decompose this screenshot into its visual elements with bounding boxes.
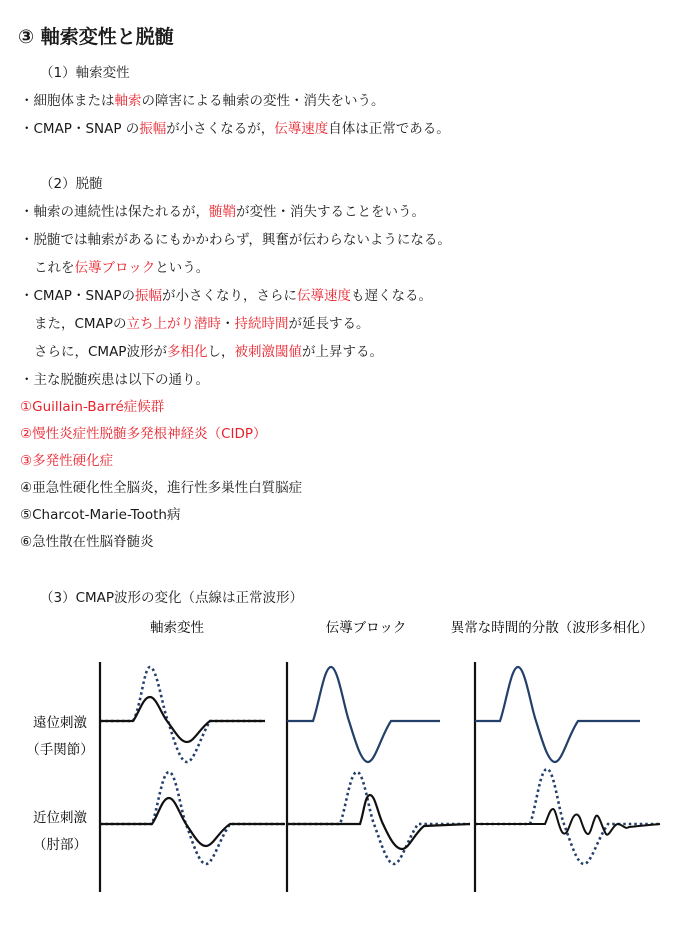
- text-line: [20, 203, 425, 221]
- text-segment: ・脱髄では軸索があるにもかかわらず，興奮が伝わらないようになる。: [20, 232, 451, 248]
- section-2-heading: （2）脱髄: [40, 176, 103, 192]
- highlighted-term: 被刺激閾値: [234, 344, 302, 360]
- text-segment: ・CMAP・SNAPの: [20, 288, 135, 304]
- text-segment: ・主な脱髄疾患は以下の通り。: [20, 372, 209, 388]
- highlighted-term: 伝導速度: [274, 121, 329, 137]
- normal-waveform-axonal-proximal: [100, 772, 285, 864]
- text-segment: という。: [155, 260, 210, 276]
- text-segment: ⑥急性散在性脳脊髄炎: [20, 534, 154, 550]
- text-line: [34, 259, 209, 277]
- highlighted-term: ①Guillain-Barré症候群: [20, 399, 165, 415]
- text-segment: も遅くなる。: [351, 288, 432, 304]
- highlighted-term: 伝導ブロック: [74, 260, 156, 276]
- highlighted-term: 髄鞘: [209, 204, 236, 220]
- highlighted-term: 多相化: [166, 344, 208, 360]
- text-segment: が上昇する。: [301, 344, 383, 360]
- disease-item: [20, 506, 180, 524]
- text-segment: が小さくなるが，: [166, 121, 275, 137]
- column-header-temporal-dispersion: 異常な時間的分散（波形多相化）: [450, 620, 654, 636]
- cmap-waveform-figure: [0, 612, 700, 912]
- row-label-distal-site: （手関節）: [26, 742, 94, 758]
- disease-item: [20, 452, 113, 470]
- highlighted-term: ②慢性炎症性脱髄多発根神経炎（CIDP）: [20, 426, 267, 442]
- highlighted-term: 軸索: [114, 93, 142, 109]
- text-line: [20, 120, 450, 138]
- text-segment: ⑤Charcot-Marie-Tooth病: [20, 507, 181, 523]
- text-segment: 自体は正常である。: [328, 121, 450, 137]
- text-segment: これを: [34, 260, 75, 276]
- section-1-heading: （1）軸索変性: [40, 65, 130, 81]
- text-segment: ④亜急性硬化性全脳炎，進行性多巣性白質脳症: [20, 480, 303, 496]
- disease-item: [20, 533, 154, 551]
- disease-item: [20, 425, 267, 443]
- text-segment: の障害による軸索の変性・消失をいう。: [141, 93, 385, 109]
- text-segment: が延長する。: [288, 316, 370, 332]
- column-header-axonal: 軸索変性: [150, 620, 204, 636]
- text-segment: さらに，CMAP波形が: [34, 344, 167, 360]
- column-header-conduction-block: 伝導ブロック: [325, 620, 407, 636]
- normal-waveform-dispersion-proximal: [475, 769, 660, 864]
- text-line: [20, 371, 209, 389]
- text-segment: が変性・消失することをいう。: [236, 204, 425, 220]
- text-segment: し，: [207, 344, 235, 360]
- dispersion-waveform-proximal: [475, 809, 660, 835]
- text-segment: ・細胞体または: [20, 93, 115, 109]
- row-label-distal: 遠位刺激: [33, 715, 87, 731]
- highlighted-term: ③多発性硬化症: [20, 453, 114, 469]
- text-segment: また，CMAPの: [34, 316, 127, 332]
- text-segment: が小さくなり，さらに: [162, 288, 297, 304]
- text-line: [20, 231, 451, 249]
- text-segment: ・軸索の連続性は保たれるが，: [20, 204, 209, 220]
- highlighted-term: 振幅: [135, 288, 162, 304]
- highlighted-term: 持続時間: [234, 316, 289, 332]
- highlighted-term: 伝導速度: [297, 288, 351, 304]
- disease-item: [20, 479, 302, 497]
- text-segment: ・: [220, 316, 235, 332]
- dispersion-waveform-distal: [475, 667, 640, 762]
- normal-waveform-conduction-block-proximal: [287, 772, 470, 864]
- axonal-waveform-proximal: [100, 798, 285, 846]
- disease-item: [20, 398, 164, 416]
- text-line: [34, 315, 369, 333]
- text-segment: ・CMAP・SNAP の: [20, 121, 140, 137]
- figure-heading: （3）CMAP波形の変化（点線は正常波形）: [40, 590, 304, 606]
- text-line: [20, 92, 385, 110]
- normal-waveform-axonal-distal: [100, 667, 265, 762]
- highlighted-term: 振幅: [139, 121, 167, 137]
- conduction-block-waveform-proximal: [287, 795, 470, 849]
- highlighted-term: 立ち上がり潜時: [126, 316, 221, 332]
- row-label-proximal: 近位刺激: [33, 810, 87, 826]
- axonal-waveform-distal: [100, 697, 265, 742]
- page-title: ③ 軸索変性と脱髄: [18, 26, 174, 48]
- row-label-proximal-site: （肘部）: [33, 837, 87, 853]
- text-line: [20, 287, 432, 305]
- text-line: [34, 343, 383, 361]
- conduction-block-waveform-distal: [287, 667, 440, 762]
